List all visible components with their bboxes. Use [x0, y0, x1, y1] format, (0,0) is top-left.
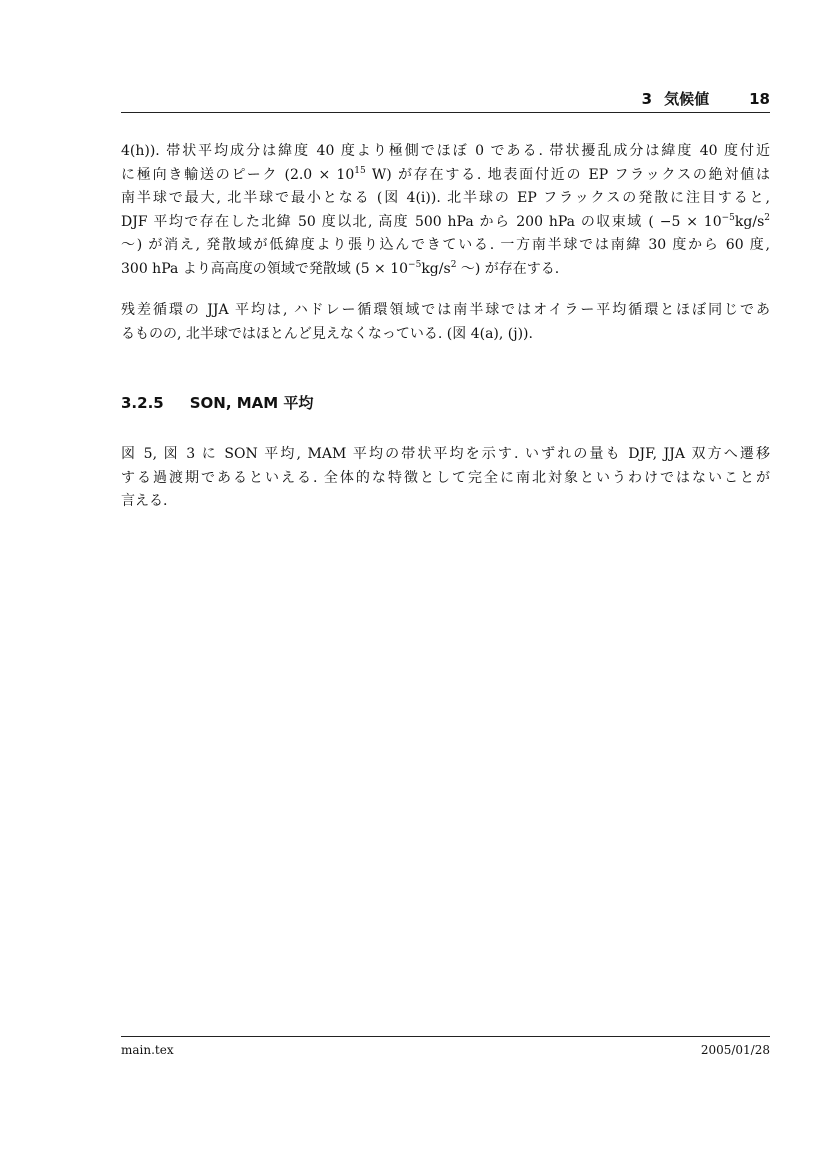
text-run: に極向き輸送のピーク (2.0 × 10: [121, 166, 355, 183]
running-head: [642, 88, 770, 109]
subsection-number: 3.2.5: [121, 394, 164, 412]
text-line: 〜) が消え, 発散域が低緯度より張り込んできている. 一方南半球では南緯 30 度から 60 度,: [121, 237, 770, 254]
text-line: [121, 164, 770, 188]
superscript: −5: [721, 212, 735, 223]
page-footer: [121, 1036, 770, 1057]
page-header: [121, 88, 770, 113]
text-line: [121, 258, 770, 282]
paragraph-3: [121, 443, 770, 514]
text-run: 300 hPa より高高度の領域で発散域 (5 × 10: [121, 260, 409, 277]
superscript: 15: [354, 165, 366, 176]
footer-filename: main.tex: [121, 1043, 174, 1057]
text-line: 南半球で最大, 北半球で最小となる (図 4(i)). 北半球の EP フラックスの発散に注目すると,: [121, 190, 770, 207]
footer-date: 2005/01/28: [700, 1043, 770, 1057]
text-run: W) が存在する. 地表面付近の EP フラックスの絶対値は: [365, 166, 771, 183]
superscript: −5: [408, 259, 422, 270]
text-run: kg/s: [421, 260, 451, 277]
subsection-title: SON, MAM 平均: [189, 394, 314, 412]
superscript: 2: [764, 212, 770, 223]
paragraph-1: [121, 140, 770, 282]
text-run: 〜) が存在する.: [456, 260, 560, 277]
text-run: DJF 平均で存在した北緯 50 度以北, 高度 500 hPa から 200 hPa の収束域 ( −5 × 10: [121, 213, 722, 230]
page-number: 18: [749, 90, 770, 108]
text-line: るものの, 北半球ではほとんど見えなくなっている. (図 4(a), (j)).: [121, 325, 533, 342]
text-line: 図 5, 図 3 に SON 平均, MAM 平均の帯状平均を示す. いずれの量も DJF, JJA 双方へ遷移: [121, 446, 770, 462]
subsection-heading: [121, 392, 313, 413]
text-line: 言える.: [121, 493, 168, 510]
text-run: kg/s: [734, 213, 765, 230]
text-line: 4(h)). 帯状平均成分は緯度 40 度より極側でほぼ 0 である. 帯状擾乱成分は緯度 40 度付近: [121, 143, 770, 159]
text-line: する過渡期であるといえる. 全体的な特徴として完全に南北対象というわけではないことが: [121, 469, 770, 486]
superscript: 2: [450, 259, 457, 270]
paragraph-2: [121, 299, 770, 346]
text-line: [121, 211, 770, 235]
text-line: 残差循環の JJA 平均は, ハドレー循環領域では南半球ではオイラー平均循環とほぼ同じであ: [121, 302, 770, 318]
header-section-number: 3: [641, 90, 653, 108]
header-section-title: 気候値: [664, 90, 710, 108]
